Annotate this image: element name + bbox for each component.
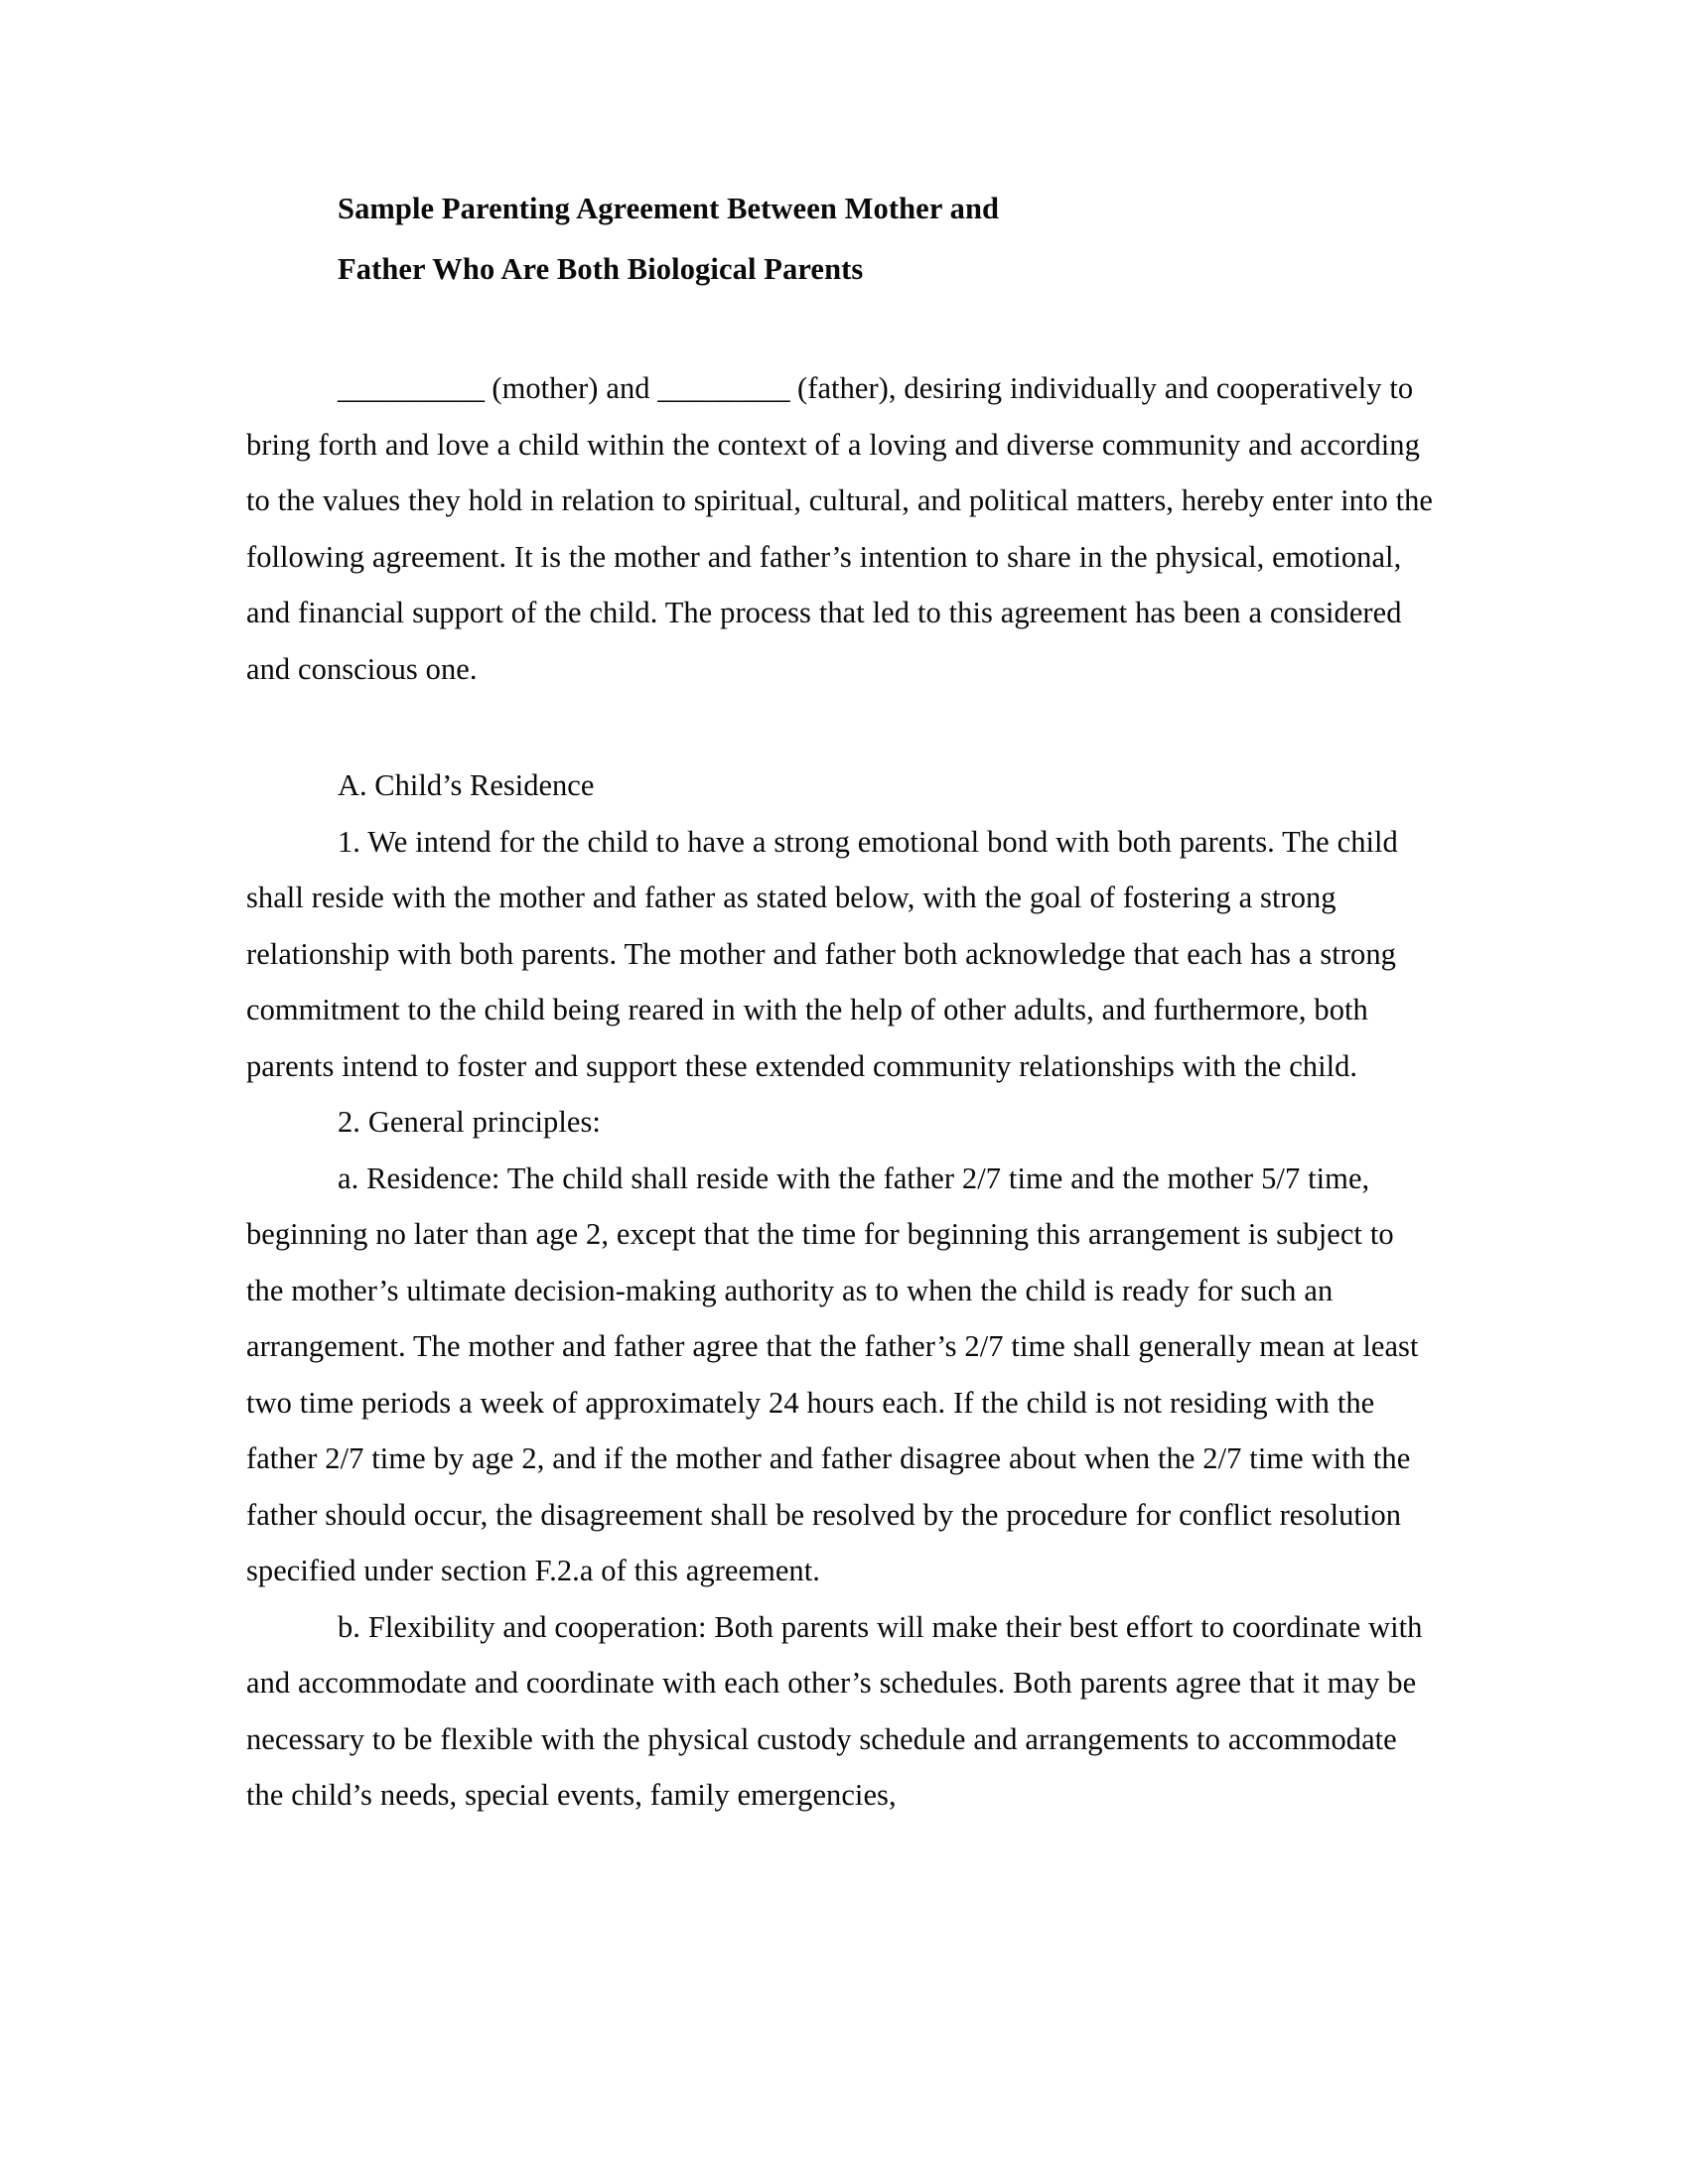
- page-title: [338, 179, 1438, 300]
- page-title-line-2: Father Who Are Both Biological Parents: [338, 252, 864, 286]
- section-a-item-2a: a. Residence: The child shall reside with the father 2/7 time and the mother 5/7 time, beginning no later than age 2, except that the time for beginning this arrangement is subject to the mother’s ultimate decision-making authority as to when the child is ready for such an arrangement. The mother and father agree that the father’s 2/7 time shall generally mean at least two time periods a week of approximately 24 hours each. If the child is not residing with the father 2/7 time by age 2, and if the mother and father disagree about when the 2/7 time with the father should occur, the disagreement shall be resolved by the procedure for conflict resolution specified under section F.2.a of this agreement.: [246, 1160, 1419, 1587]
- intro-section-spacer: [246, 697, 1438, 757]
- section-a-item-2: 2. General principles:: [338, 1105, 601, 1139]
- intro-text-part-1: (mother) and: [484, 371, 658, 405]
- father-name-blank: _________: [657, 371, 790, 405]
- document-content: [246, 179, 1438, 1824]
- title-body-spacer: [246, 300, 1438, 360]
- section-a-heading: A. Child’s Residence: [338, 768, 595, 802]
- page-title-line-1: Sample Parenting Agreement Between Mother and: [338, 192, 1000, 225]
- intro-text-part-2: (father), desiring individually and cooperatively to bring forth and love a child within the context of a loving and diverse community and according to the values they hold in relation to spiritual, cultural, and political matters, hereby enter into the following agreement. It is the mother and father’s intention to share in the physical, emotional, and financial support of the child. The process that led to this agreement has been a considered and conscious one.: [246, 371, 1434, 686]
- intro-paragraph: [246, 360, 1438, 697]
- mother-name-blank: __________: [338, 371, 485, 405]
- section-a-item-1: 1. We intend for the child to have a strong emotional bond with both parents. The child shall reside with the mother and father as stated below, with the goal of fostering a strong relationship with both parents. The mother and father both acknowledge that each has a strong commitment to the child being reared in with the help of other adults, and furthermore, both parents intend to foster and support these extended community relationships with the child.: [246, 824, 1398, 1083]
- section-a-item-2b: b. Flexibility and cooperation: Both parents will make their best effort to coordinate with and accommodate and coordinate with each other’s schedules. Both parents agree that it may be necessary to be flexible with the physical custody schedule and arrangements to accommodate the child’s needs, special events, family emergencies,: [246, 1609, 1423, 1812]
